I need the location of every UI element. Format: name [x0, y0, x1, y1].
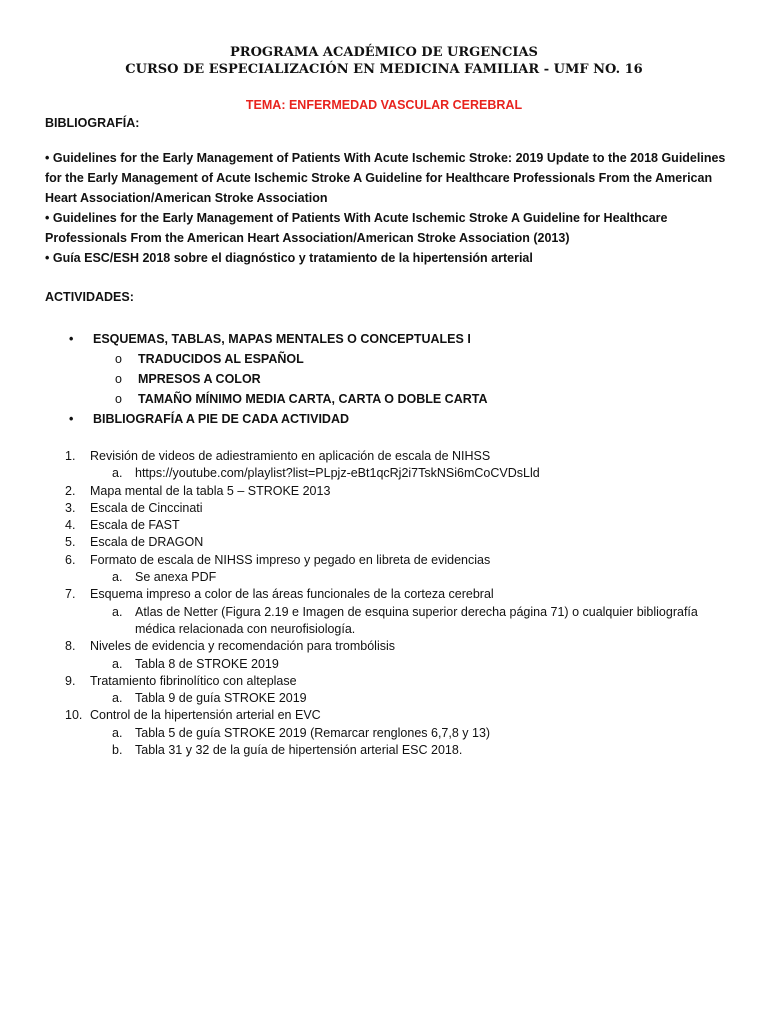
- list-item: [45, 707, 735, 724]
- item-number: 8.: [65, 639, 76, 654]
- requirement-subitem: [45, 389, 725, 409]
- bibliography-item: • Guidelines for the Early Management of Patients With Acute Ischemic Stroke: 2019 Update to the 2018 Guidelines for the Early Management of Acute Ischemic Stroke A Guideline for Healthcare Professionals From the American Heart Association/American Stroke Association: [45, 151, 726, 205]
- item-text: Niveles de evidencia y recomendación para trombólisis: [90, 639, 396, 654]
- item-text: Escala de FAST: [90, 518, 180, 533]
- item-number: 2.: [65, 483, 76, 498]
- requirement-text: BIBLIOGRAFÍA A PIE DE CADA ACTIVIDAD: [93, 412, 350, 426]
- item-number: 1.: [65, 449, 76, 463]
- bibliography-label: BIBLIOGRAFÍA:: [45, 116, 140, 130]
- requirement-subitem: [45, 369, 725, 389]
- activities-numbered-list: [45, 448, 735, 759]
- sub-marker: o: [115, 372, 122, 386]
- bibliography-item: • Guía ESC/ESH 2018 sobre el diagnóstico y tratamiento de la hipertensión arterial: [45, 251, 533, 265]
- item-text: Formato de escala de NIHSS impreso y pegado en libreta de evidencias: [90, 552, 491, 567]
- item-subtext: Tabla 8 de STROKE 2019: [135, 656, 279, 671]
- list-subitem: [45, 742, 735, 759]
- item-number: 7.: [65, 587, 76, 602]
- item-letter: a.: [112, 691, 123, 706]
- list-subitem: [45, 690, 735, 707]
- item-letter: b.: [112, 743, 123, 758]
- list-item: [45, 517, 735, 534]
- playlist-link[interactable]: https://youtube.com/playlist?list=PLpjz-eBt1qcRj2i7TskNSi6mCoCVDsLld: [135, 466, 540, 481]
- list-item: [45, 448, 735, 465]
- item-subtext: Atlas de Netter (Figura 2.19 e Imagen de esquina superior derecha página 71) o cualquier bibliografía médica relacionada con neurofisiología.: [135, 604, 698, 636]
- requirement-text: ESQUEMAS, TABLAS, MAPAS MENTALES O CONCEPTUALES I: [93, 332, 471, 346]
- sub-marker: o: [115, 392, 122, 406]
- item-letter: a.: [112, 570, 123, 585]
- list-item: [45, 500, 735, 517]
- list-item: [45, 638, 735, 655]
- document-header: [0, 44, 768, 78]
- topic-title: TEMA: ENFERMEDAD VASCULAR CEREBRAL: [245, 98, 523, 112]
- requirement-item: [45, 329, 725, 349]
- item-letter: a.: [112, 604, 123, 619]
- requirement-subtext: TRADUCIDOS AL ESPAÑOL: [138, 352, 304, 366]
- list-item: [45, 534, 735, 551]
- item-number: 4.: [65, 518, 76, 533]
- list-subitem: [45, 725, 735, 742]
- item-number: 3.: [65, 500, 76, 515]
- bibliography-item: • Guidelines for the Early Management of Patients With Acute Ischemic Stroke A Guideline for Healthcare Professionals From the American Heart Association/American Stroke Association (2013): [45, 211, 668, 245]
- item-number: 9.: [65, 673, 76, 688]
- item-text: Tratamiento fibrinolítico con alteplase: [90, 673, 297, 688]
- item-text: Escala de Cinccinati: [90, 500, 203, 515]
- list-subitem: [45, 656, 735, 673]
- item-subtext: Tabla 5 de guía STROKE 2019 (Remarcar renglones 6,7,8 y 13): [135, 725, 491, 740]
- activities-requirements: [45, 329, 725, 429]
- item-text: Esquema impreso a color de las áreas funcionales de la corteza cerebral: [90, 587, 494, 602]
- item-number: 6.: [65, 552, 76, 567]
- requirement-subtext: TAMAÑO MÍNIMO MEDIA CARTA, CARTA O DOBLE CARTA: [138, 392, 488, 406]
- requirement-subtext: MPRESOS A COLOR: [138, 372, 261, 386]
- list-item: [45, 673, 735, 690]
- item-number: 5.: [65, 535, 76, 550]
- item-subtext: Tabla 31 y 32 de la guía de hipertensión arterial ESC 2018.: [135, 743, 463, 758]
- item-letter: a.: [112, 725, 123, 740]
- requirement-subitem: [45, 349, 725, 369]
- bullet-marker: •: [69, 332, 74, 346]
- item-text: Revisión de videos de adiestramiento en aplicación de escala de NIHSS: [90, 449, 491, 463]
- item-subtext: Tabla 9 de guía STROKE 2019: [135, 691, 307, 706]
- requirement-item: [45, 409, 725, 429]
- activities-label: ACTIVIDADES:: [45, 290, 134, 304]
- sub-marker: o: [115, 352, 122, 366]
- list-subitem: [45, 569, 735, 586]
- program-title: PROGRAMA ACADÉMICO DE URGENCIAS: [230, 45, 538, 60]
- list-item: [45, 586, 735, 603]
- list-item: [45, 483, 735, 500]
- bullet-marker: •: [69, 412, 74, 426]
- item-subtext: Se anexa PDF: [135, 570, 217, 585]
- item-text: Control de la hipertensión arterial en EVC: [90, 708, 321, 723]
- item-letter: a.: [112, 656, 123, 671]
- bibliography-list: [45, 148, 730, 268]
- item-number: 10.: [65, 708, 83, 723]
- list-item: [45, 552, 735, 569]
- item-text: Escala de DRAGON: [90, 535, 204, 550]
- item-text: Mapa mental de la tabla 5 – STROKE 2013: [90, 483, 331, 498]
- course-title: CURSO DE ESPECIALIZACIÓN EN MEDICINA FAMILIAR - UMF NO. 16: [125, 62, 643, 77]
- item-letter: a.: [112, 466, 123, 481]
- list-subitem: [45, 604, 735, 639]
- list-subitem: [45, 465, 735, 482]
